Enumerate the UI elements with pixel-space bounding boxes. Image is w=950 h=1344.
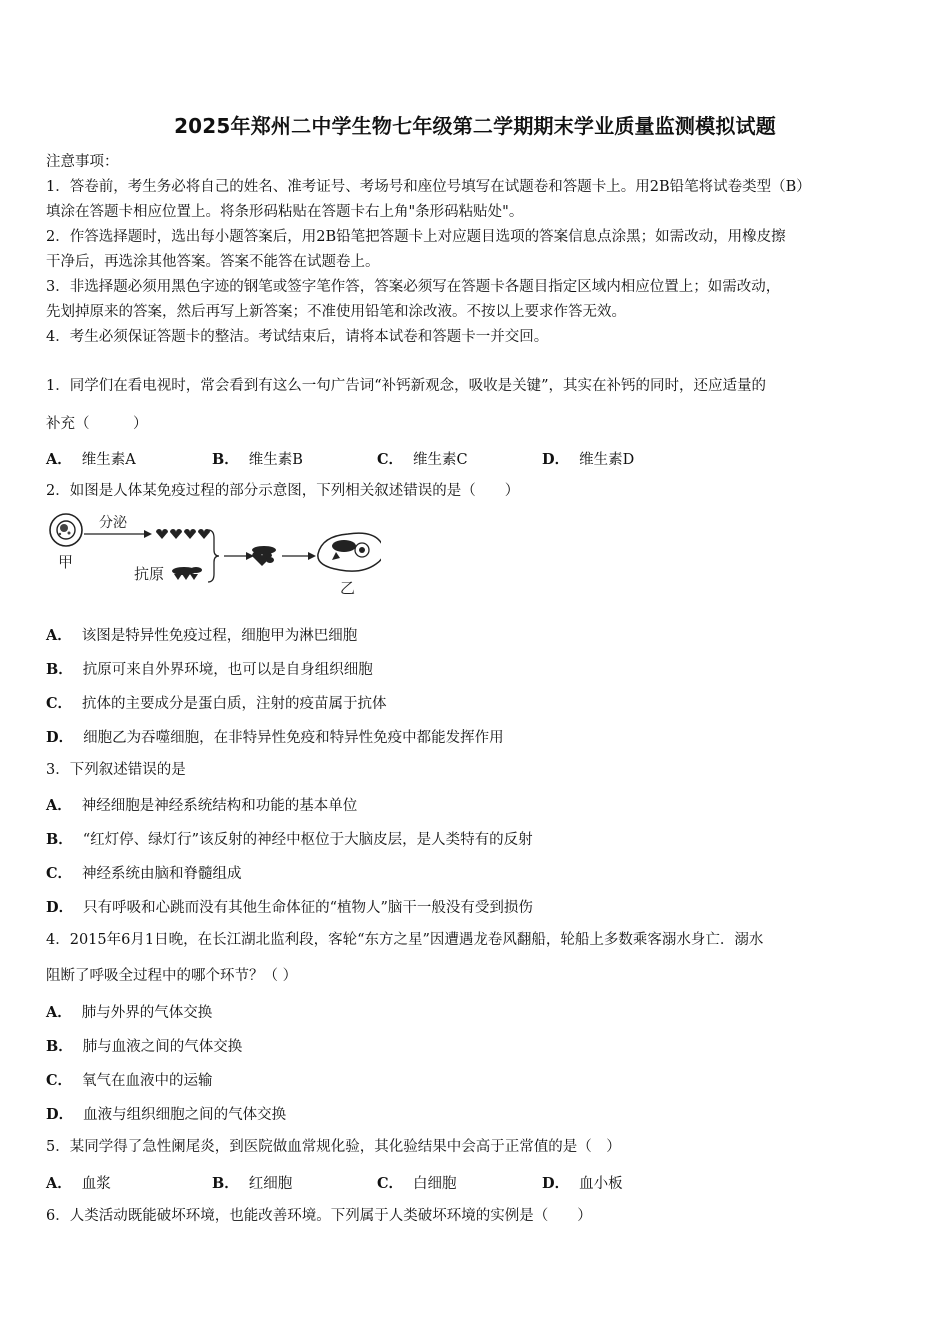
notice-line: 2．作答选择题时，选出每小题答案后，用2B铅笔把答题卡上对应题目选项的答案信息点涂黑；如需改动，用橡皮擦 [46,229,786,245]
notice-heading: 注意事项： [46,154,119,170]
q4-option-d: D． 血液与组织细胞之间的气体交换 [46,1106,287,1123]
q5-option-b: B． 红细胞 [212,1175,293,1192]
q5-option-c: C． 白细胞 [377,1175,457,1192]
cell-b-label: 乙 [340,579,356,597]
question-1-stem: 1．同学们在看电视时，常会看到有这么一句广告词“补钙新观念，吸收是关键”，其实在补钙的同时，还应适量的 [46,378,767,394]
notice-line: 1．答卷前，考生务必将自己的姓名、准考证号、考场号和座位号填写在试题卷和答题卡上。用2B铅笔将试卷类型（B） [46,179,811,195]
cell-b-icon [318,533,381,571]
q2-option-c: C． 抗体的主要成分是蛋白质，注射的疫苗属于抗体 [46,695,387,712]
antibody-icons [156,529,210,539]
q4-option-a: A． 肺与外界的气体交换 [46,1004,213,1021]
q4-option-b: B． 肺与血液之间的气体交换 [46,1038,243,1055]
question-3-stem: 3．下列叙述错误的是 [46,762,186,778]
antigen-label: 抗原 [134,565,165,583]
q3-option-a: A． 神经细胞是神经系统结构和功能的基本单位 [46,797,358,814]
cell-a-icon [50,514,82,546]
q1-option-c: C． 维生素C [377,451,468,468]
page-title: 2025年郑州二中学生物七年级第二学期期末学业质量监测模拟试题 [174,114,776,138]
notice-line: 干净后，再选涂其他答案。答案不能答在试题卷上。 [46,254,380,270]
notice-line: 3．非选择题必须用黑色字迹的钢笔或签字笔作答，答案必须写在答题卡各题目指定区域内相应位置上；如需改动， [46,279,781,295]
q3-option-b: B． “红灯停、绿灯行”该反射的神经中枢位于大脑皮层，是人类特有的反射 [46,831,533,848]
cell-a-label: 甲 [58,553,74,571]
q5-option-d: D． 血小板 [542,1175,623,1192]
q5-option-a: A． 血浆 [46,1175,111,1192]
immune-process-diagram [46,510,381,600]
q2-option-d: D． 细胞乙为吞噬细胞，在非特异性免疫和特异性免疫中都能发挥作用 [46,729,504,746]
q2-option-b: B． 抗原可来自外界环境，也可以是自身组织细胞 [46,661,373,678]
notice-line: 填涂在答题卡相应位置上。将条形码粘贴在答题卡右上角"条形码粘贴处"。 [46,204,524,220]
antigen-icons [172,567,202,580]
question-4-stem: 阻断了呼吸全过程中的哪个环节？（ ） [46,968,298,984]
notice-line: 4．考生必须保证答题卡的整洁。考试结束后，请将本试卷和答题卡一并交回。 [46,329,549,345]
question-6-stem: 6．人类活动既能破坏环境，也能改善环境。下列属于人类破坏环境的实例是（ ） [46,1208,592,1224]
q4-option-c: C． 氧气在血液中的运输 [46,1072,213,1089]
q2-option-a: A． 该图是特异性免疫过程，细胞甲为淋巴细胞 [46,627,358,644]
question-1-stem: 补充（ ） [46,416,148,432]
complex-icon [252,546,276,566]
question-2-stem: 2．如图是人体某免疫过程的部分示意图，下列相关叙述错误的是（ ） [46,483,520,499]
secrete-label: 分泌 [99,515,127,531]
q3-option-d: D． 只有呼吸和心跳而没有其他生命体征的“植物人”脑干一般没有受到损伤 [46,899,533,916]
notice-line: 先划掉原来的答案，然后再写上新答案；不准使用铅笔和涂改液。不按以上要求作答无效。 [46,304,626,320]
question-4-stem: 4．2015年6月1日晚，在长江湖北监利段，客轮“东方之星”因遭遇龙卷风翻船，轮船上多数乘客溺水身亡．溺水 [46,932,764,948]
q1-option-b: B． 维生素B [212,451,303,468]
q3-option-c: C． 神经系统由脑和脊髓组成 [46,865,242,882]
question-5-stem: 5．某同学得了急性阑尾炎，到医院做血常规化验，其化验结果中会高于正常值的是（ ） [46,1139,621,1155]
q1-option-a: A． 维生素A [46,451,136,468]
q1-option-d: D． 维生素D [542,451,635,468]
